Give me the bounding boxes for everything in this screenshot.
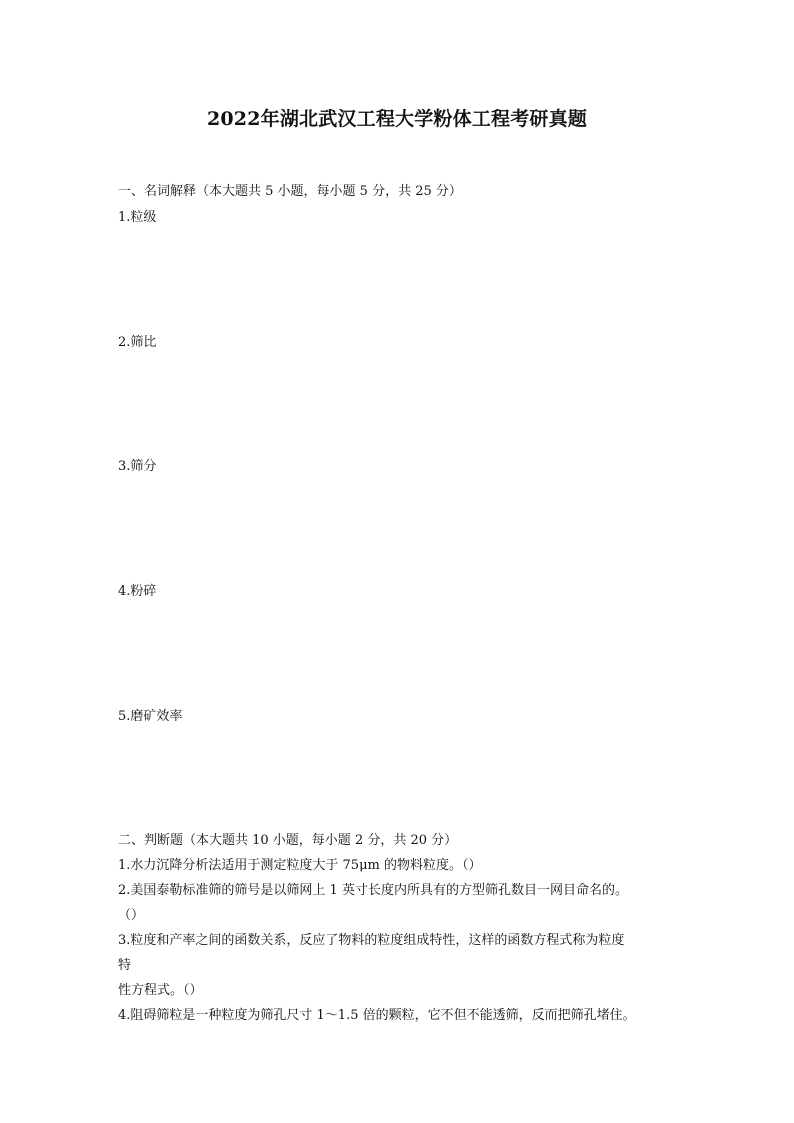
tf-question-4: 4.阻碍筛粒是一种粒度为筛孔尺寸 1～1.5 倍的颗粒，它不但不能透筛，反而把筛孔堵住。 xyxy=(118,1008,636,1023)
tf-question-1: 1.水力沉降分析法适用于测定粒度大于 75μm 的物料粒度。（） xyxy=(118,858,482,873)
tf-question-2: 2.美国泰勒标准筛的筛号是以筛网上 1 英寸长度内所具有的方型筛孔数目一网目命名的。 xyxy=(118,883,628,898)
question-3: 3.筛分 xyxy=(118,459,157,474)
question-1: 1.粒级 xyxy=(118,210,157,225)
question-2: 2.筛比 xyxy=(118,335,157,350)
tf-question-3: 3.粒度和产率之间的函数关系，反应了物料的粒度组成特性，这样的函数方程式称为粒度 xyxy=(118,933,625,948)
question-5: 5.磨矿效率 xyxy=(118,709,183,724)
page-title: 2022年湖北武汉工程大学粉体工程考研真题 xyxy=(206,108,588,130)
section-heading-true-false: 二、判断题（本大题共 10 小题，每小题 2 分，共 20 分） xyxy=(118,833,458,848)
tf-question-2-answer-bracket: （） xyxy=(118,908,145,923)
tf-question-3-wrap: 特 xyxy=(118,958,132,973)
section-heading-definitions: 一、名词解释（本大题共 5 小题，每小题 5 分，共 25 分） xyxy=(118,184,462,199)
question-4: 4.粉碎 xyxy=(118,584,157,599)
tf-question-3-cont: 性方程式。（） xyxy=(118,983,203,998)
